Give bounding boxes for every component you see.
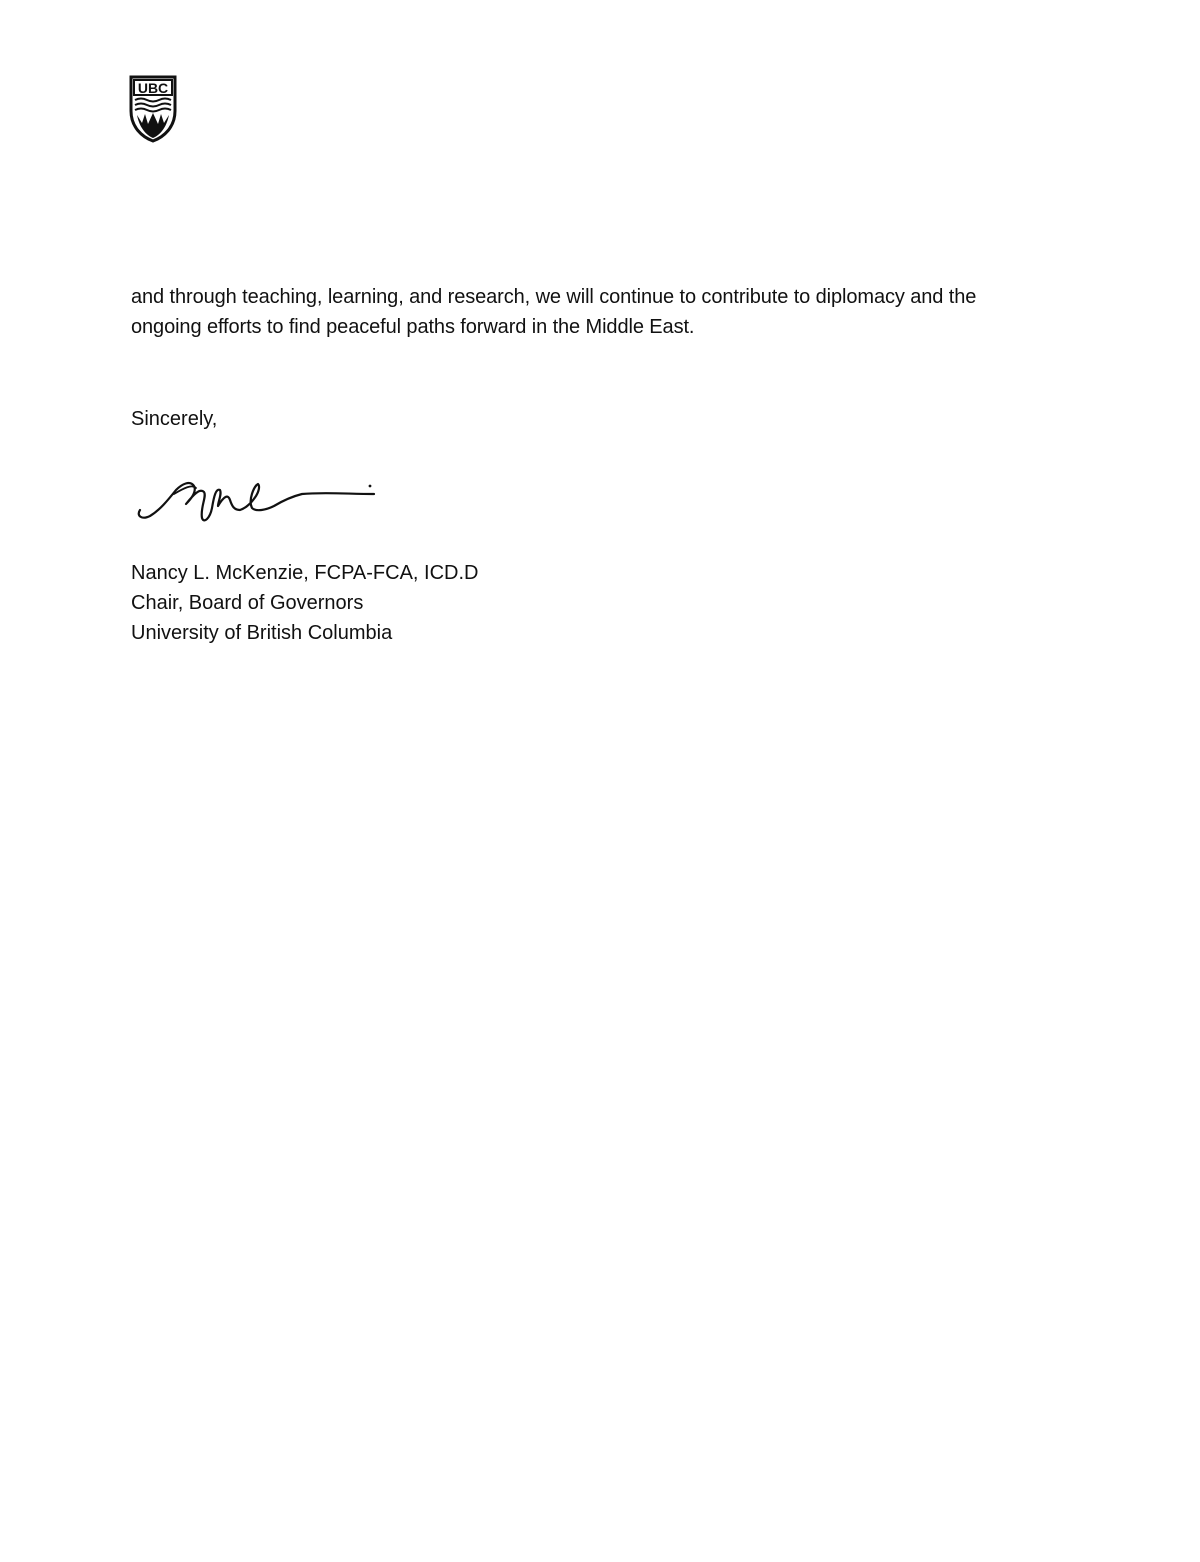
signatory-title: Chair, Board of Governors	[131, 592, 364, 614]
body-line-2: ongoing efforts to find peaceful paths forward in the Middle East.	[131, 316, 695, 338]
logo-text: UBC	[137, 80, 169, 96]
signature-block	[131, 558, 478, 648]
signatory-institution: University of British Columbia	[131, 622, 393, 644]
closing-salutation: Sincerely,	[131, 408, 218, 430]
body-line-1: and through teaching, learning, and research, we will continue to contribute to diplomacy and the	[131, 286, 977, 308]
signatory-name: Nancy L. McKenzie, FCPA-FCA, ICD.D	[131, 562, 479, 584]
body-paragraph	[131, 282, 1031, 342]
handwritten-signature	[134, 466, 379, 530]
ubc-crest-icon	[128, 75, 178, 143]
